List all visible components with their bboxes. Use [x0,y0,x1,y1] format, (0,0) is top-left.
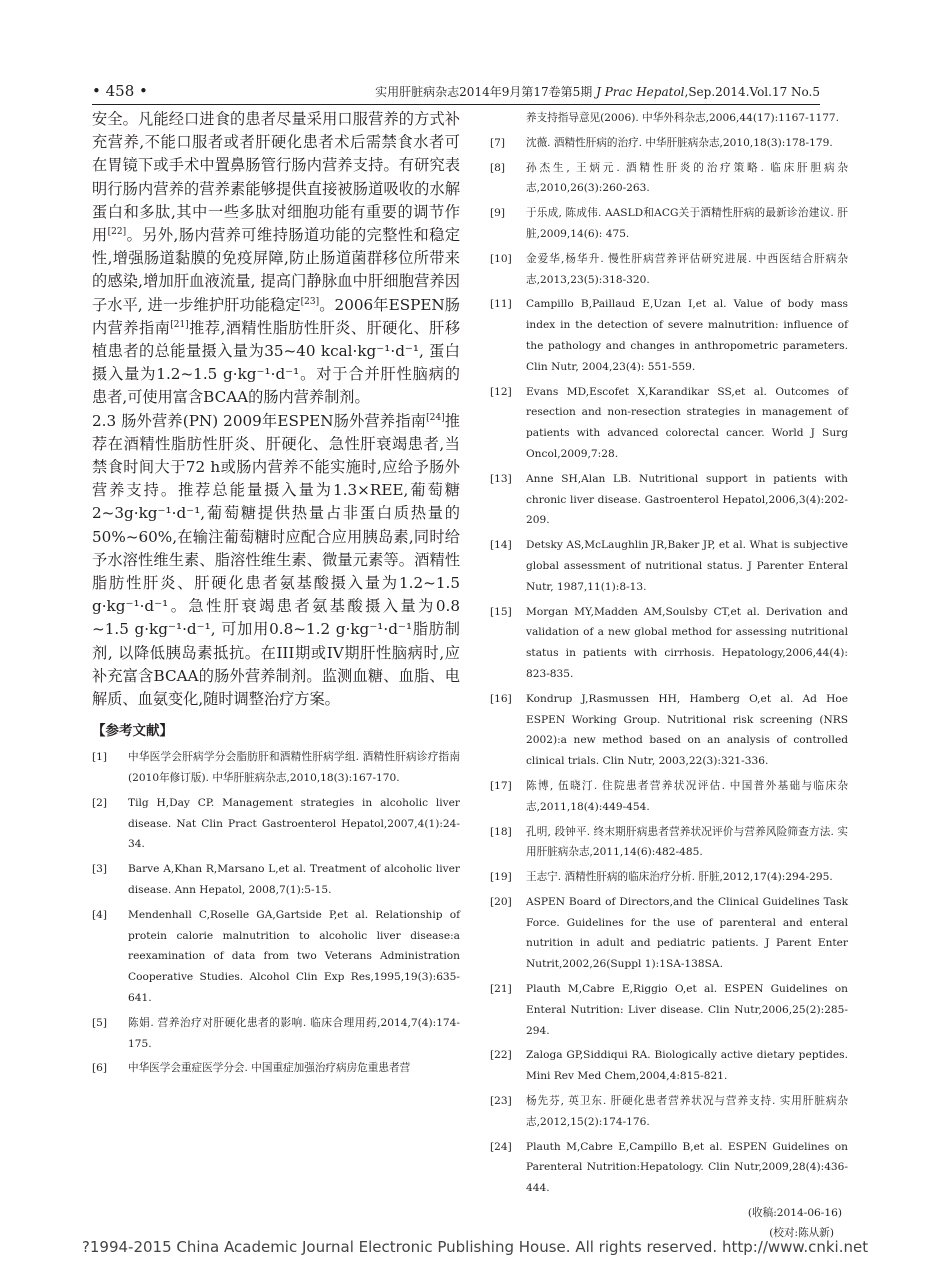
body-text-2: 。另外,肠内营养可维持肠道功能的完整性和稳定性,增强肠道黏膜的免疫屏障,防止肠道菌群移位所带来的感染,增加肝血液流量, 提高门静脉血中肝细胞营养因子水平, 进一步维护肝功能稳定 [92,226,461,314]
reference-text: Morgan MY,Madden AM,Soulsby CT,et al. Derivation and validation of a new global method for assessing nutritional status in patients with cirrhosis. Hepatology,2006,44(4): 823-835. [526,605,848,680]
right-column [490,108,848,1243]
reference-text: 陈博, 伍晓汀. 住院患者营养状况评估. 中国普外基础与临床杂志,2011,18(4):449-454. [526,779,848,813]
reference-item [490,776,848,818]
reference-list-left [92,747,460,1079]
reference-text: 陈娟. 营养治疗对肝硬化患者的影响. 临床合理用药,2014,7(4):174-175. [128,1016,460,1050]
reference-text: Plauth M,Cabre E,Riggio O,et al. ESPEN Guidelines on Enteral Nutrition: Liver disease. Clin Nutr,2006,25(2):285-294. [526,983,848,1037]
reference-text: Kondrup J,Rasmussen HH, Hamberg O,et al. Ad Hoe ESPEN Working Group. Nutritional risk screening (NRS 2002):a new method based on an analysis of controlled clinical trials. Clin Nutr, 2003,22(3):321-336. [526,692,848,768]
reference-item [92,747,460,789]
body-text-5: 2009年ESPEN肠外营养指南 [218,411,427,430]
reference-item [490,469,848,531]
reference-item [92,1013,460,1055]
section-title: 2.3 肠外营养(PN) [92,411,219,430]
reference-item [92,793,460,855]
reference-text: 孙杰生, 王炳元. 酒精性肝炎的治疗策略. 临床肝胆病杂志,2010,26(3):260-263. [526,161,848,195]
citation: [23] [300,296,320,307]
citation: [22] [107,226,127,237]
reference-number: [5] [92,1016,108,1029]
reference-item [490,249,848,291]
reference-text: Campillo B,Paillaud E,Uzan I,et al. Value of body mass index in the detection of severe malnutrition: influence of the pathology and changes in anthropometric parameters. Clin Nutr, 2004,23(4): 551-559. [526,298,848,373]
body-paragraph-enteral [92,108,460,410]
reference-number: [17] [490,779,512,792]
reference-number: [19] [490,871,512,884]
reference-item [490,689,848,772]
reference-item [92,905,460,1009]
reference-continuation: 养支持指导意见(2006). 中华外科杂志,2006,44(17):1167-1177. [526,112,840,124]
reference-list-right [490,133,848,1199]
reference-number: [9] [490,207,506,220]
body-text-1: 安全。凡能经口进食的患者尽量采用口服营养的方式补充营养,不能口服者或者肝硬化患者术后需禁食水者可在胃镜下或手术中置鼻肠管行肠内营养支持。有研究表明行肠内营养的营养素能够提供直接被肠道吸收的水解蛋白和多肽,其中一些多肽对细胞功能有重要的调节作用 [92,110,460,245]
copyright-footer: ?1994-2015 China Academic Journal Electronic Publishing House. All rights reserved. http://www.cnki.net [81,1238,869,1256]
reference-text: Mendenhall C,Roselle GA,Gartside P,et al. Relationship of protein calorie malnutrition to alcoholic liver disease:a reexamination of data from two Veterans Administration Cooperative Studies. Alcohol Clin Exp Res,1995,19(3):635-641. [128,908,460,1005]
reference-text: Barve A,Khan R,Marsano L,et al. Treatment of alcoholic liver disease. Ann Hepatol, 2008,7(1):5-15. [128,863,460,897]
reference-number: [1] [92,751,108,764]
reference-text: 杨先芬, 英卫东. 肝硬化患者营养状况与营养支持. 实用肝脏病杂志,2012,15(2):174-176. [526,1095,848,1128]
reference-text: Plauth M,Cabre E,Campillo B,et al. ESPEN Guidelines on Parenteral Nutrition:Hepatology. Clin Nutr,2009,28(4):436-444. [526,1140,848,1195]
reference-item [490,294,848,377]
reference-number: [3] [92,863,108,876]
reference-item [490,822,848,864]
reference-item [490,892,848,975]
reference-text: 孔明, 段钟平. 终末期肝病患者营养状况评价与营养风险筛查方法. 实用肝脏病杂志,2011,14(6):482-485. [526,825,848,859]
reference-item [490,158,848,200]
reference-text: 中华医学会重症医学分会. 中国重症加强治疗病房危重患者营 [128,1062,411,1075]
body-text-4: 推荐,酒精性脂肪性肝炎、肝硬化、肝移植患者的总能量摄入量为35~40 kcal·kg⁻¹·d⁻¹, 蛋白摄入量为1.2~1.5 g·kg⁻¹·d⁻¹。对于合并肝性脑病的患者,可使用富含BCAA的肠内营养制剂。 [92,318,461,407]
journal-running-head [375,83,820,100]
reference-number: [6] [92,1062,108,1075]
reference-item [490,602,848,685]
reference-item [490,1137,848,1199]
reference-text: Detsky AS,McLaughlin JR,Baker JP, et al. What is subjective global assessment of nutritional status. J Parenter Enteral Nutr, 1987,11(1):8-13. [526,539,848,593]
references-heading: 【参考文献】 [92,723,173,740]
body-text-3: 。2006年ESPEN肠内营养指南 [92,295,460,337]
reference-text: 于乐成, 陈成伟. AASLD和ACG关于酒精性肝病的最新诊治建议. 肝脏,2009,14(6): 475. [526,207,848,240]
reference-number: [20] [490,895,512,908]
citation: [24] [426,412,445,423]
journal-en-issue: ,Sep.2014.Vol.17 No.5 [684,85,820,99]
page-number: • 458 • [92,82,148,100]
reference-item [490,979,848,1041]
proofreader: (校对:陈从新) [769,1227,834,1240]
reference-item [490,1091,848,1133]
reference-text: 沈薇. 酒精性肝病的治疗. 中华肝脏病杂志,2010,18(3):178-179. [526,136,833,149]
reference-number: [21] [490,983,512,996]
reference-text: Tilg H,Day CP. Management strategies in alcoholic liver disease. Nat Clin Pract Gastroenterol Hepatol,2007,4(1):24-34. [128,796,460,851]
journal-en: J Prac Hepatol [596,85,685,99]
journal-cn: 实用肝脏病杂志2014年9月第17卷第5期 [375,85,593,99]
reference-number: [16] [490,692,512,705]
left-column [92,108,460,1083]
reference-number: [24] [490,1140,512,1153]
reference-text: 王志宁. 酒精性肝病的临床治疗分析. 肝脏,2012,17(4):294-295. [526,871,833,884]
body-paragraph-parenteral [92,410,460,712]
reference-number: [10] [490,252,512,265]
reference-number: [13] [490,472,512,485]
reference-number: [8] [490,161,506,174]
reference-item [92,859,460,901]
reference-number: [4] [92,908,108,921]
reference-item [490,867,848,888]
reference-number: [22] [490,1049,512,1062]
reference-item [490,203,848,245]
page-header [92,82,820,105]
reference-number: [23] [490,1095,512,1108]
reference-number: [7] [490,136,506,149]
reference-item [490,535,848,597]
reference-item [92,1058,460,1079]
reference-text: Zaloga GP,Siddiqui RA. Biologically active dietary peptides. Mini Rev Med Chem,2004,4:815-821. [526,1049,848,1083]
reference-item [490,382,848,465]
reference-number: [12] [490,385,512,398]
body-text-6: 推荐在酒精性脂肪性肝炎、肝硬化、急性肝衰竭患者,当禁食时间大于72 h或肠内营养不能实施时,应给予肠外营养支持。推荐总能量摄入量为1.3×REE,葡萄糖2~3g·kg⁻¹·d⁻¹,葡萄糖提供热量占非蛋白质热量的50%~60%,在输注葡萄糖时应配合应用胰岛素,同时给予水溶性维生素、脂溶性维生素、微量元素等。酒精性脂肪性肝炎、肝硬化患者氨基酸摄入量为1.2~1.5 g·kg⁻¹·d⁻¹。急性肝衰竭患者氨基酸摄入量为0.8 ~1.5 g·kg⁻¹·d⁻¹, 可加用0.8~1.2 g·kg⁻¹·d⁻¹脂肪制剂, 以降低胰岛素抵抗。在III期或IV期肝性脑病时,应补充富含BCAA的肠外营养制剂。监测血糖、血脂、电解质、血氨变化,随时调整治疗方案。 [92,411,460,709]
reference-text: 中华医学会肝病学分会脂肪肝和酒精性肝病学组. 酒精性肝病诊疗指南(2010年修订版). 中华肝脏病杂志,2010,18(3):167-170. [128,751,460,785]
reference-number: [2] [92,796,108,809]
reference-text: ASPEN Board of Directors,and the Clinical Guidelines Task Force. Guidelines for the use of parenteral and enteral nutrition in adult and pediatric patients. J Parent Enter Nutrit,2002,26(Suppl 1):1SA-138SA. [526,895,848,971]
reference-number: [18] [490,825,512,838]
reference-text: Evans MD,Escofet X,Karandikar SS,et al. Outcomes of resection and non-resection strategies in management of patients with advanced colorectal cancer. World J Surg Oncol,2009,7:28. [526,385,848,460]
citation: [21] [170,319,189,330]
reference-number: [14] [490,539,512,552]
reference-number: [11] [490,298,512,311]
reference-number: [15] [490,605,512,618]
reference-text: Anne SH,Alan LB. Nutritional support in patients with chronic liver disease. Gastroenterol Hepatol,2006,3(4):202-209. [526,472,848,527]
reference-item [490,1045,848,1087]
received-date: (收稿:2014-06-16) [747,1207,842,1220]
reference-text: 金爱华,杨华升. 慢性肝病营养评估研究进展. 中西医结合肝病杂志,2013,23(5):318-320. [526,252,848,286]
reference-item [490,133,848,154]
